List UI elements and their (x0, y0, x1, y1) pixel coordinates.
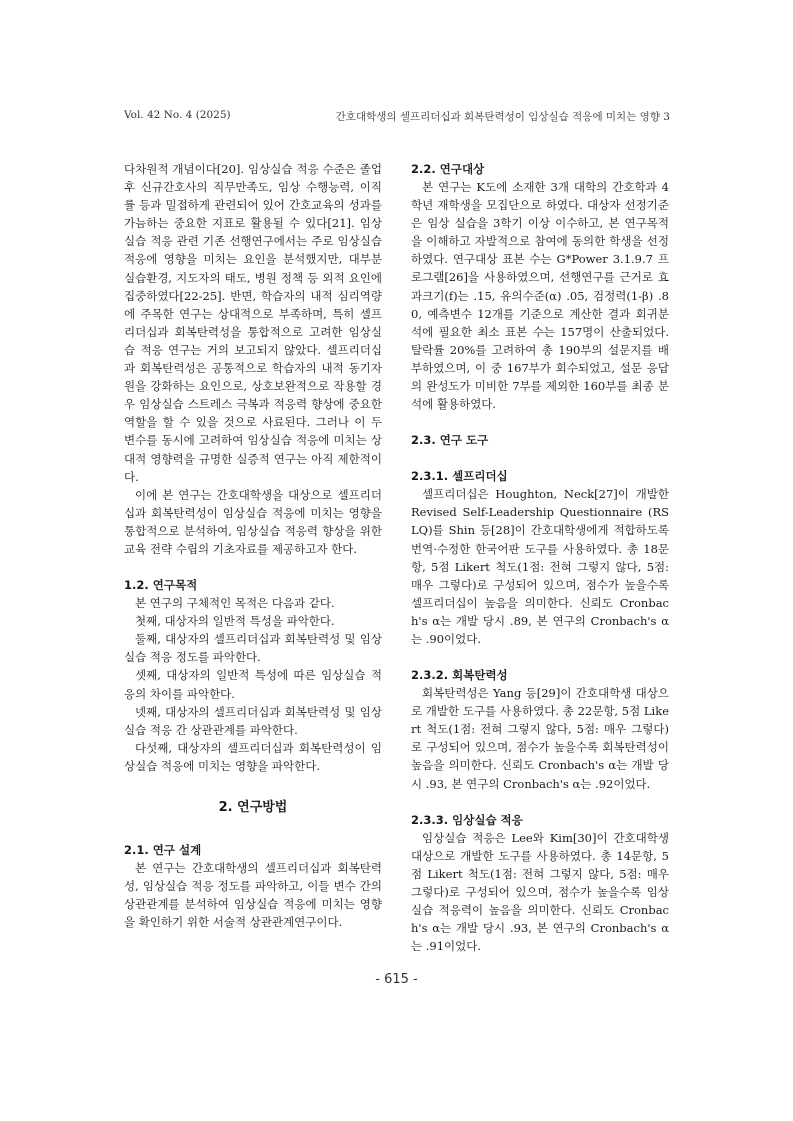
purpose-item-2: 둘째, 대상자의 셀프리더십과 회복탄력성 및 임상실습 적응 정도를 파악한다. (124, 632, 382, 665)
subjects-heading: 2.2. 연구대상 (411, 162, 485, 176)
design-paragraph: 본 연구는 간호대학생의 셀프리더십과 회복탄력성, 임상실습 적응 정도를 파악하고, 이들 변수 간의 상관관계를 분석하여 임상실습 적응에 미치는 영향을 확인하기 위한 서술적 상관관계연구이다. (124, 861, 382, 930)
purpose-item-1: 첫째, 대상자의 일반적 특성을 파악한다. (135, 614, 335, 629)
purpose-item-3: 셋째, 대상자의 일반적 특성에 따른 임상실습 적응의 차이를 파악한다. (124, 668, 382, 701)
design-heading: 2.1. 연구 설계 (124, 843, 202, 857)
resilience-paragraph: 회복탄력성은 Yang 등[29]이 간호대학생 대상으로 개발한 도구를 사용하였다. 총 22문항, 5점 Likert 척도(1점: 전혀 그렇지 않다, 5점: 매우 그렇다)로 구성되어 있으며, 점수가 높을수록 회복탄력성이 높음을 의미한다. 신뢰도 Cronbach's α는 개발 당시 .93, 본 연구의 Cronbach's α는 .92이었다. (411, 686, 669, 791)
page-number: - 615 - (375, 972, 418, 987)
methods-heading: 2. 연구방법 (218, 800, 288, 815)
right-column (411, 160, 669, 955)
intro-paragraph-1: 다차원적 개념이다[20]. 임상실습 적응 수준은 졸업 후 신규간호사의 직무만족도, 임상 수행능력, 이직률 등과 밀접하게 관련되어 있어 간호교육의 성과를 가늠하는 중요한 지표로 활용될 수 있다[21]. 임상실습 적응 관련 기존 선행연구에서는 주로 임상실습 적응에 영향을 미치는 요인을 분석했지만, 대부분 실습환경, 지도자의 태도, 병원 정책 등 외적 요인에 집중하였다[22-25]. 반면, 학습자의 내적 심리역량에 주목한 연구는 상대적으로 부족하며, 특히 셀프리더십과 회복탄력성을 통합적으로 고려한 임상실습 적응 연구는 거의 보고되지 않았다. 셀프리더십과 회복탄력성은 공통적으로 학습자의 내적 동기자원을 강화하는 요인으로, 상호보완적으로 작용할 경우 임상실습 스트레스 극복과 적응력 향상에 중요한 역할을 할 수 있을 것으로 사료된다. 그러나 이 두 변수를 동시에 고려하여 임상실습 적응에 미치는 상대적 영향력을 규명한 실증적 연구는 아직 제한적이다. (124, 162, 382, 484)
volume-info: Vol. 42 No. 4 (2025) (124, 109, 231, 121)
subjects-paragraph: 본 연구는 K도에 소재한 3개 대학의 간호학과 4학년 재학생을 모집단으로 하였다. 대상자 선정기준은 임상 실습을 3학기 이상 이수하고, 본 연구목적을 이해하고 자발적으로 참여에 동의한 학생을 선정하였다. 연구대상 표본 수는 G*Power 3.1.9.7 프로그램[26]을 사용하였으며, 선행연구를 근거로 효과크기(f)는 .15, 유의수준(α) .05, 검정력(1-β) .80, 예측변수 12개를 기준으로 계산한 결과 회귀분석에 필요한 최소 표본 수는 157명이 산출되었다. 탈락률 20%를 고려하여 총 190부의 설문지를 배부하였으며, 이 중 167부가 회수되었고, 설문 응답의 완성도가 미비한 7부를 제외한 160부를 최종 분석에 활용하였다. (411, 180, 669, 412)
tools-heading: 2.3. 연구 도구 (411, 433, 489, 448)
self-leadership-paragraph: 셀프리더십은 Houghton, Neck[27]이 개발한 Revised Self-Leadership Questionnaire (RSLQ)를 Shin 등[28]이 간호대학생에게 적합하도록 번역·수정한 한국어판 도구를 사용하였다. 총 18문항, 5점 Likert 척도(1점: 전혀 그렇지 않다, 5점: 매우 그렇다)로 구성되어 있으며, 점수가 높을수록 셀프리더십이 높음을 의미한다. 신뢰도 Cronbach's α는 개발 당시 .89, 본 연구의 Cronbach's α는 .90이었다. (411, 487, 669, 646)
purpose-heading: 1.2. 연구목적 (124, 578, 198, 593)
running-title: 간호대학생의 셀프리더십과 회복탄력성이 임상실습 적응에 미치는 영향 3 (335, 111, 670, 123)
purpose-item-5: 다섯째, 대상자의 셀프리더십과 회복탄력성이 임상실습 적응에 미치는 영향을 파악한다. (124, 740, 382, 773)
intro-paragraph-2: 이에 본 연구는 간호대학생을 대상으로 셀프리더십과 회복탄력성이 임상실습 적응에 미치는 영향을 통합적으로 분석하여, 임상실습 적응력 향상을 위한 교육 전략 수립의 기초자료를 제공하고자 한다. (124, 487, 382, 556)
clinical-adaptation-paragraph: 임상실습 적응은 Lee와 Kim[30]이 간호대학생 대상으로 개발한 도구를 사용하였다. 총 14문항, 5점 Likert 척도(1점: 전혀 그렇지 않다, 5점: 매우 그렇다)로 구성되어 있으며, 점수가 높을수록 임상실습 적응력이 높음을 의미한다. 신뢰도 Cronbach's α는 개발 당시 .93, 본 연구의 Cronbach's α는 .91이었다. (411, 830, 669, 954)
clinical-adaptation-heading: 2.3.3. 임상실습 적응 (411, 812, 523, 827)
left-column (124, 160, 382, 931)
resilience-heading: 2.3.2. 회복탄력성 (411, 668, 508, 683)
running-header (124, 109, 670, 127)
purpose-intro: 본 연구의 구체적인 목적은 다음과 같다. (135, 596, 335, 611)
purpose-item-4: 넷째, 대상자의 셀프리더십과 회복탄력성 및 임상실습 적응 간 상관관계를 파악한다. (124, 704, 382, 737)
self-leadership-heading: 2.3.1. 셀프리더십 (411, 469, 508, 484)
